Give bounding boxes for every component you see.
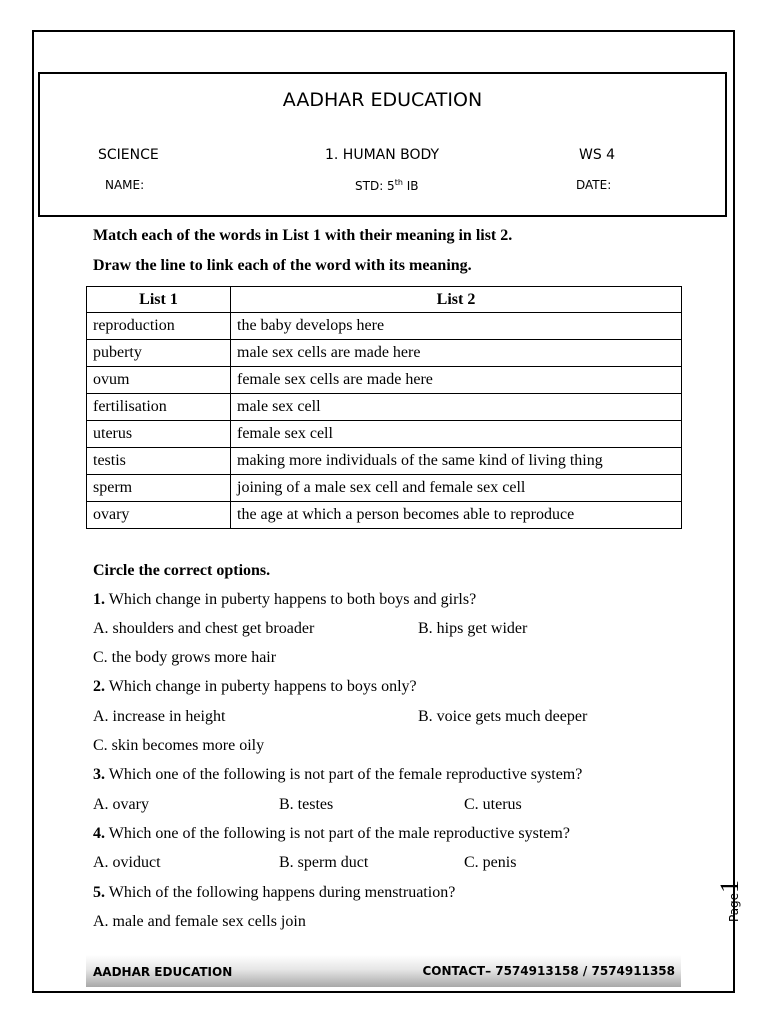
footer-contact: CONTACT– 7574913158 / 7574911358 [422,964,675,978]
question-2: 2. Which change in puberty happens to boys only? [93,678,417,695]
chapter-label: 1. HUMAN BODY [325,147,440,163]
list1-word: ovary [87,502,231,529]
q4-option-c[interactable]: C. penis [464,854,517,871]
table-row [87,502,682,529]
list1-word: fertilisation [87,394,231,421]
list2-meaning: the baby develops here [231,313,682,340]
table-row [87,421,682,448]
footer-school-name: AADHAR EDUCATION [93,965,233,979]
q1-option-c[interactable]: C. the body grows more hair [93,649,277,666]
table-row [87,394,682,421]
list2-meaning: female sex cell [231,421,682,448]
worksheet-header [38,72,727,217]
list2-meaning: the age at which a person becomes able to reproduce [231,502,682,529]
footer-bar [86,955,681,987]
school-title: AADHAR EDUCATION [282,89,483,111]
table-row [87,340,682,367]
table-row [87,367,682,394]
q3-option-c[interactable]: C. uterus [464,796,522,813]
q5-option-a[interactable]: A. male and female sex cells join [93,913,306,930]
list1-word: testis [87,448,231,475]
q2-option-a[interactable]: A. increase in height [93,708,226,725]
list2-header: List 2 [231,287,682,313]
question-4: 4. Which one of the following is not part of the male reproductive system? [93,825,570,842]
question-3: 3. Which one of the following is not part of the female reproductive system? [93,766,583,783]
match-table [86,286,682,529]
table-row [87,475,682,502]
std-label: STD: 5th IB [355,178,419,193]
page-number-value: 1 [715,879,744,893]
q4-option-b[interactable]: B. sperm duct [279,854,369,871]
q4-option-a[interactable]: A. oviduct [93,854,161,871]
q2-option-c[interactable]: C. skin becomes more oily [93,737,265,754]
list2-meaning: male sex cells are made here [231,340,682,367]
worksheet-label: WS 4 [579,147,616,163]
date-label: DATE: [576,178,612,192]
q1-option-a[interactable]: A. shoulders and chest get broader [93,620,315,637]
name-label: NAME: [105,178,145,192]
list2-meaning: male sex cell [231,394,682,421]
match-instruction: Match each of the words in List 1 with their meaning in list 2. [93,227,513,244]
list2-meaning: joining of a male sex cell and female sex cell [231,475,682,502]
question-1: 1. Which change in puberty happens to both boys and girls? [93,591,477,608]
list1-word: puberty [87,340,231,367]
table-row [87,313,682,340]
q3-option-b[interactable]: B. testes [279,796,334,813]
list1-word: reproduction [87,313,231,340]
page-label: Page [727,892,741,922]
q2-option-b[interactable]: B. voice gets much deeper [418,708,588,725]
circle-options-title: Circle the correct options. [93,562,271,579]
list2-meaning: female sex cells are made here [231,367,682,394]
q1-option-b[interactable]: B. hips get wider [418,620,528,637]
list1-word: ovum [87,367,231,394]
q3-option-a[interactable]: A. ovary [93,796,149,813]
table-row [87,448,682,475]
subject-label: SCIENCE [98,147,159,163]
list1-header: List 1 [87,287,231,313]
draw-line-instruction: Draw the line to link each of the word with its meaning. [93,257,472,274]
table-header-row [87,287,682,313]
list2-meaning: making more individuals of the same kind of living thing [231,448,682,475]
list1-word: uterus [87,421,231,448]
question-5: 5. Which of the following happens during menstruation? [93,884,456,901]
page-number [705,870,745,930]
list1-word: sperm [87,475,231,502]
